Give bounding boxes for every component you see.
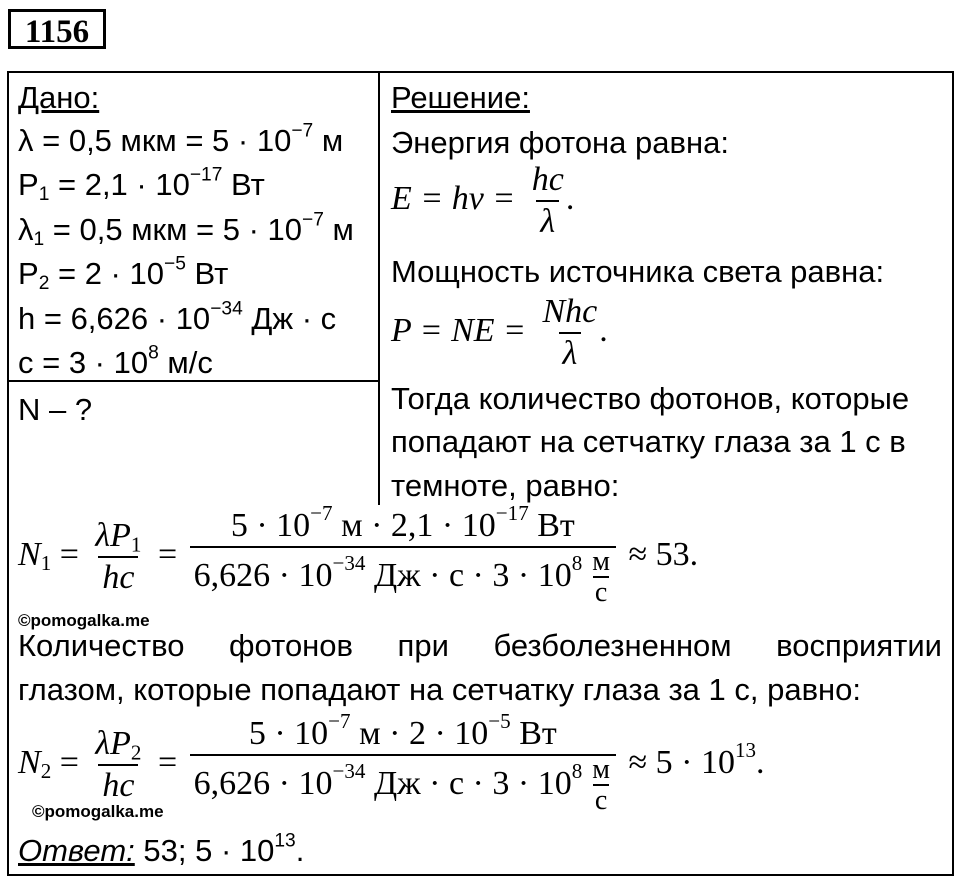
table-right-border [952,71,954,876]
answer-line [18,829,304,873]
watermark-1: ©pomogalka.me [18,611,150,630]
given-line-wavelength: λ = 0,5 мкм = $5 \cdot 10^{-7}$ м [18,120,344,158]
then-text-line3: темноте, равно: [391,468,620,503]
n1-formula: $N_1$ = $\frac{\lambda P_1}{hc}$ = $5 \cdot 10^{-7}$ $м \cdot 2,1 \cdot 10^{-17}$ Вт $6,626 \cdot 10^{-34}$ Дж · $с \cdot 3 \cdot 10^8$ $\frac{м}{с}$ ≈ 53. [18,501,699,608]
painless-text-line1: Количество фотонов при безболезненном восприятии [18,628,942,663]
given-line-power1: $P_1 = 2,1 \cdot 10^{-17}$ Вт [18,164,265,205]
table-bottom-border [7,874,954,876]
table-left-border [7,71,9,876]
given-line-light-speed: $c = 3 \cdot 10^8$ м/с [18,342,213,380]
table-top-border [7,71,954,73]
solution-heading: Решение: [391,80,530,115]
given-heading: Дано: [18,80,100,115]
n2-formula: $N_2$ = $\frac{\lambda P_2}{hc}$ = $5 \cdot 10^{-7}$ $м \cdot 2 \cdot 10^{-5}$ Вт $6,626 \cdot 10^{-34}$ Дж · $с \cdot 3 \cdot 10^8$ $\frac{м}{с}$ ≈ $5 \cdot 10^{13}$. [18,709,765,816]
answer-label: Ответ: [18,833,135,868]
then-text-line2: попадают на сетчатку глаза за 1 с в [391,424,906,459]
answer-value: 53; $5 \cdot 10^{13}$. [143,830,305,868]
then-text-line1: Тогда количество фотонов, которые [391,381,910,416]
energy-formula: E = hν = $\frac{hc}{\lambda}$ . [391,161,575,240]
given-line-planck: $h = 6,626 \cdot 10^{-34}$ Дж · с [18,298,337,336]
painless-text-line2: глазом, которые попадают на сетчатку глаза за 1 с, равно: [18,672,862,707]
given-line-wavelength1: $\lambda_1 = 0,5$ мкм = $5 \cdot 10^{-7}$ м [18,209,354,250]
watermark-2: ©pomogalka.me [32,802,164,821]
energy-text: Энергия фотона равна: [391,125,729,160]
column-divider [378,71,380,505]
find-question: N – ? [18,392,93,427]
power-text: Мощность источника света равна: [391,254,885,289]
problem-number: 1156 [8,9,106,49]
given-line-power2: $P_2 = 2 \cdot 10^{-5}$ Вт [18,253,229,294]
power-formula: P = NE = $\frac{\text{Nhc}}{\lambda}$ . [391,293,608,372]
